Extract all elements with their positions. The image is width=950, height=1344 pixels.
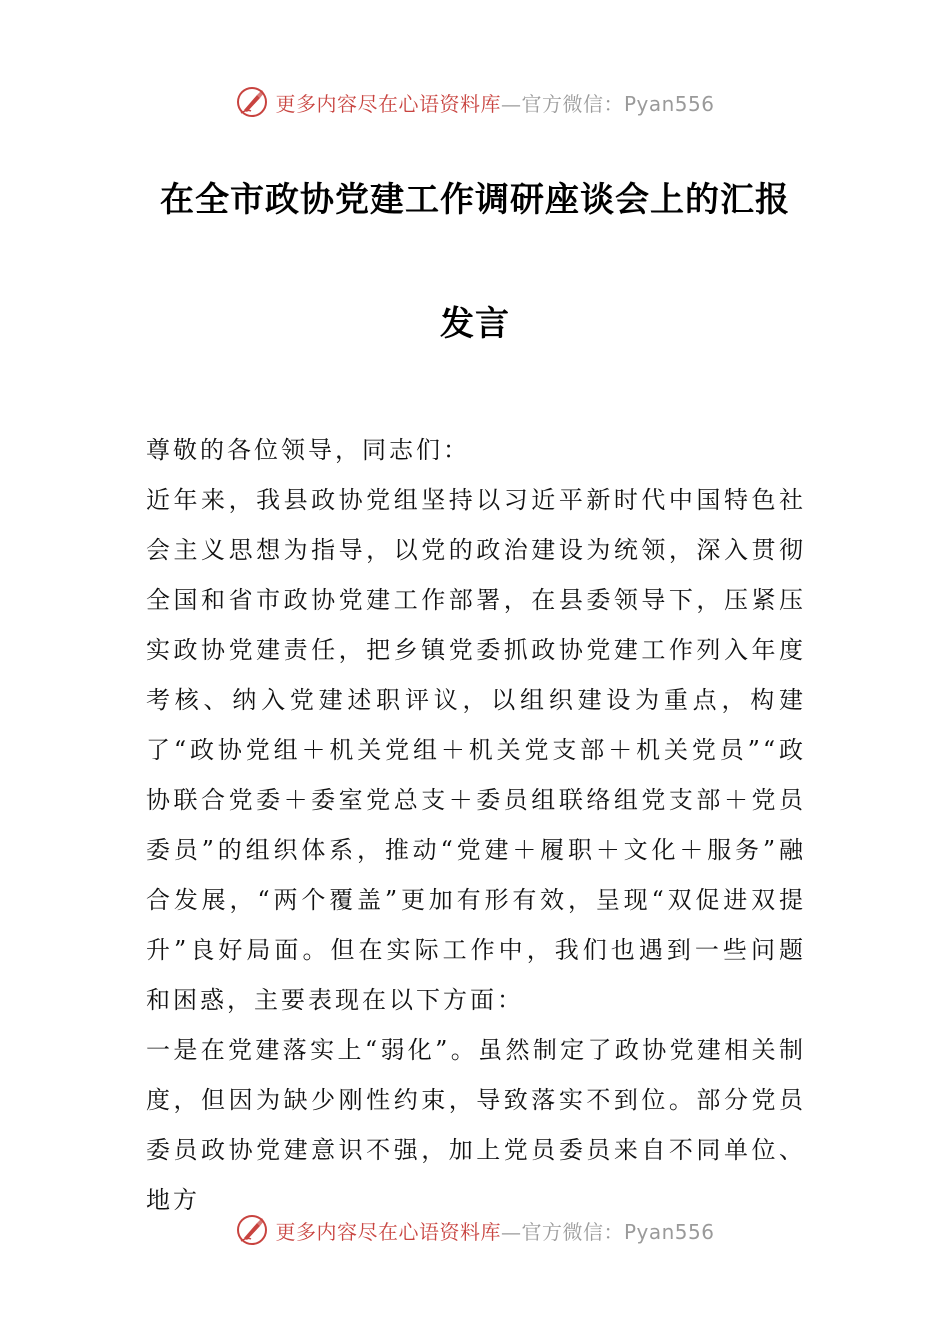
header-watermark-banner — [0, 82, 950, 122]
watermark-brand-text: 更多内容尽在心语资料库 — [275, 1219, 501, 1244]
watermark-separator: — — [500, 91, 522, 116]
document-body — [146, 425, 806, 1225]
document-title-line-1: 在全市政协党建工作调研座谈会上的汇报 — [160, 180, 790, 220]
watermark-separator: — — [500, 1219, 522, 1244]
watermark-text — [275, 1216, 714, 1245]
footer-watermark-banner — [0, 1210, 950, 1250]
watermark-text — [275, 88, 714, 117]
point-one-paragraph: 一是在党建落实上“弱化”。虽然制定了政协党建相关制度，但因为缺少刚性约束，导致落实不到位。部分党员委员政协党建意识不强，加上党员委员来自不同单位、地方 — [146, 1036, 806, 1214]
salutation-paragraph: 尊敬的各位领导，同志们： — [146, 436, 470, 464]
intro-paragraph: 近年来，我县政协党组坚持以习近平新时代中国特色社会主义思想为指导，以党的政治建设为统领，深入贯彻全国和省市政协党建工作部署，在县委领导下，压紧压实政协党建责任，把乡镇党委抓政协党建工作列入年度考核、纳入党建述职评议，以组织建设为重点，构建了“政协党组＋机关党组＋机关党支部＋机关党员”“政协联合党委＋委室党总支＋委员组联络组党支部＋党员委员”的组织体系，推动“党建＋履职＋文化＋服务”融合发展，“两个覆盖”更加有形有效，呈现“双促进双提升”良好局面。但在实际工作中，我们也遇到一些问题和困惑，主要表现在以下方面： — [146, 486, 806, 1014]
document-title-line-2: 发言 — [440, 304, 510, 344]
watermark-wechat-text: 官方微信：Pyan556 — [521, 91, 715, 116]
quill-pen-logo-icon — [235, 1213, 269, 1247]
watermark-wechat-text: 官方微信：Pyan556 — [521, 1219, 715, 1244]
watermark-brand-text: 更多内容尽在心语资料库 — [275, 91, 501, 116]
quill-pen-logo-icon — [235, 85, 269, 119]
